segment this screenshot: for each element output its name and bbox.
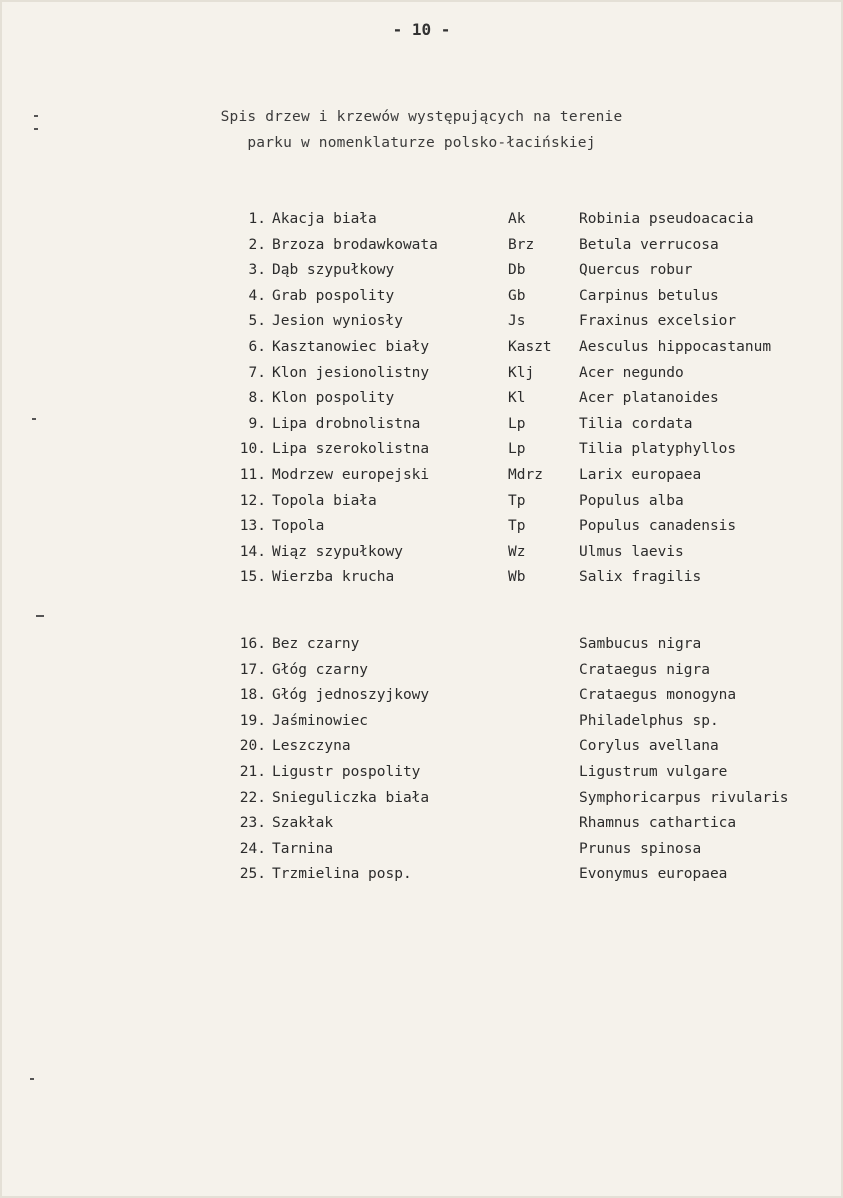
latin-name: Evonymus europaea [579, 866, 728, 883]
item-number: 2. [248, 236, 266, 253]
polish-name: Głóg jednoszyjkowy [272, 687, 430, 704]
polish-name: Modrzew europejski [272, 467, 430, 483]
polish-name: Tarnina [272, 840, 334, 857]
latin-name: Acer negundo [579, 364, 684, 381]
list-item [0, 866, 843, 891]
list-item [0, 211, 843, 236]
margin-mark [34, 115, 38, 117]
polish-name: Jesion wyniosły [272, 313, 403, 330]
list-item [0, 713, 843, 738]
item-number: 6. [248, 339, 266, 355]
margin-mark [36, 615, 44, 617]
abbreviation: Tp [508, 492, 526, 509]
polish-name: Wiąz szypułkowy [272, 543, 403, 560]
latin-name: Acer platanoides [579, 390, 719, 407]
polish-name: Ligustr pospolity [272, 764, 421, 780]
margin-mark [34, 128, 38, 130]
list-item [0, 467, 843, 492]
polish-name: Kasztanowiec biały [272, 339, 430, 355]
item-number: 5. [248, 313, 266, 330]
latin-name: Ulmus laevis [579, 543, 684, 560]
item-number: 22. [239, 789, 266, 806]
polish-name: Topola biała [272, 492, 377, 509]
latin-name: Populus canadensis [579, 518, 737, 535]
latin-name: Betula verrucosa [579, 236, 719, 253]
polish-name: Akacja biała [272, 211, 377, 227]
latin-name: Crataegus nigra [579, 661, 710, 678]
abbreviation: Wz [508, 543, 526, 560]
list-item [0, 815, 843, 840]
latin-name: Prunus spinosa [579, 840, 702, 857]
polish-name: Jaśminowiec [272, 712, 369, 729]
list-item [0, 237, 843, 262]
item-number: 8. [248, 390, 266, 407]
polish-name: Wierzba krucha [272, 569, 395, 586]
item-number: 18. [239, 687, 266, 704]
latin-name: Carpinus betulus [579, 287, 719, 304]
polish-name: Bez czarny [272, 636, 360, 652]
latin-name: Ligustrum vulgare [579, 764, 728, 780]
margin-mark [30, 1078, 34, 1080]
abbreviation: Db [508, 262, 526, 279]
list-item [0, 687, 843, 712]
polish-name: Grab pospolity [272, 287, 395, 304]
item-number: 14. [239, 543, 266, 560]
item-number: 16. [239, 636, 266, 652]
list-item [0, 518, 843, 543]
abbreviation: Kaszt [508, 339, 552, 355]
item-number: 11. [239, 467, 266, 483]
abbreviation: Klj [508, 364, 535, 381]
latin-name: Populus alba [579, 492, 684, 509]
list-item [0, 288, 843, 313]
abbreviation: Wb [508, 569, 526, 586]
item-number: 24. [239, 840, 266, 857]
latin-name: Aesculus hippocastanum [579, 339, 772, 355]
item-number: 10. [239, 441, 266, 458]
polish-name: Leszczyna [272, 738, 351, 755]
list-item [0, 441, 843, 466]
item-number: 17. [239, 661, 266, 678]
item-number: 20. [239, 738, 266, 755]
polish-name: Klon pospolity [272, 390, 395, 407]
list-item [0, 841, 843, 866]
polish-name: Trzmielina posp. [272, 866, 412, 883]
abbreviation: Js [508, 313, 526, 330]
list-item [0, 738, 843, 763]
latin-name: Corylus avellana [579, 738, 719, 755]
latin-name: Rhamnus cathartica [579, 815, 737, 832]
list-item [0, 390, 843, 415]
abbreviation: Tp [508, 518, 526, 535]
item-number: 25. [239, 866, 266, 883]
polish-name: Snieguliczka biała [272, 789, 430, 806]
abbreviation: Lp [508, 415, 526, 432]
abbreviation: Mdrz [508, 467, 543, 483]
list-item [0, 262, 843, 287]
title-line-2: parku w nomenklaturze polsko-łacińskiej [247, 135, 596, 151]
latin-name: Fraxinus excelsior [579, 313, 737, 330]
list-item [0, 662, 843, 687]
item-number: 12. [239, 492, 266, 509]
latin-name: Tilia platyphyllos [579, 441, 737, 458]
list-item [0, 313, 843, 338]
item-number: 15. [239, 569, 266, 586]
latin-name: Sambucus nigra [579, 636, 702, 652]
item-number: 4. [248, 287, 266, 304]
item-number: 19. [239, 712, 266, 729]
list-item [0, 339, 843, 364]
polish-name: Głóg czarny [272, 661, 369, 678]
item-number: 3. [248, 262, 266, 279]
item-number: 7. [248, 364, 266, 381]
list-item [0, 569, 843, 594]
latin-name: Philadelphus sp. [579, 712, 719, 729]
list-item [0, 365, 843, 390]
abbreviation: Ak [508, 211, 526, 227]
item-number: 23. [239, 815, 266, 832]
list-item [0, 764, 843, 789]
list-item [0, 493, 843, 518]
latin-name: Quercus robur [579, 262, 693, 279]
list-item [0, 416, 843, 441]
latin-name: Salix fragilis [579, 569, 702, 586]
latin-name: Larix europaea [579, 467, 702, 483]
polish-name: Brzoza brodawkowata [272, 236, 438, 253]
list-item [0, 790, 843, 815]
abbreviation: Brz [508, 236, 535, 253]
abbreviation: Kl [508, 390, 526, 407]
page-number: - 10 - [392, 20, 451, 39]
title-line-1: Spis drzew i krzewów występujących na terenie [220, 109, 623, 125]
latin-name: Robinia pseudoacacia [579, 211, 754, 227]
polish-name: Klon jesionolistny [272, 364, 430, 381]
abbreviation: Lp [508, 441, 526, 458]
latin-name: Tilia cordata [579, 415, 693, 432]
item-number: 1. [248, 211, 266, 227]
polish-name: Lipa drobnolistna [272, 415, 421, 432]
item-number: 9. [248, 415, 266, 432]
list-item [0, 544, 843, 569]
latin-name: Symphoricarpus rivularis [579, 789, 789, 806]
polish-name: Topola [272, 518, 325, 535]
polish-name: Szakłak [272, 815, 334, 832]
polish-name: Dąb szypułkowy [272, 262, 395, 279]
item-number: 13. [239, 518, 266, 535]
latin-name: Crataegus monogyna [579, 687, 737, 704]
abbreviation: Gb [508, 287, 526, 304]
polish-name: Lipa szerokolistna [272, 441, 430, 458]
list-item [0, 636, 843, 661]
margin-mark [32, 418, 36, 420]
item-number: 21. [239, 764, 266, 780]
